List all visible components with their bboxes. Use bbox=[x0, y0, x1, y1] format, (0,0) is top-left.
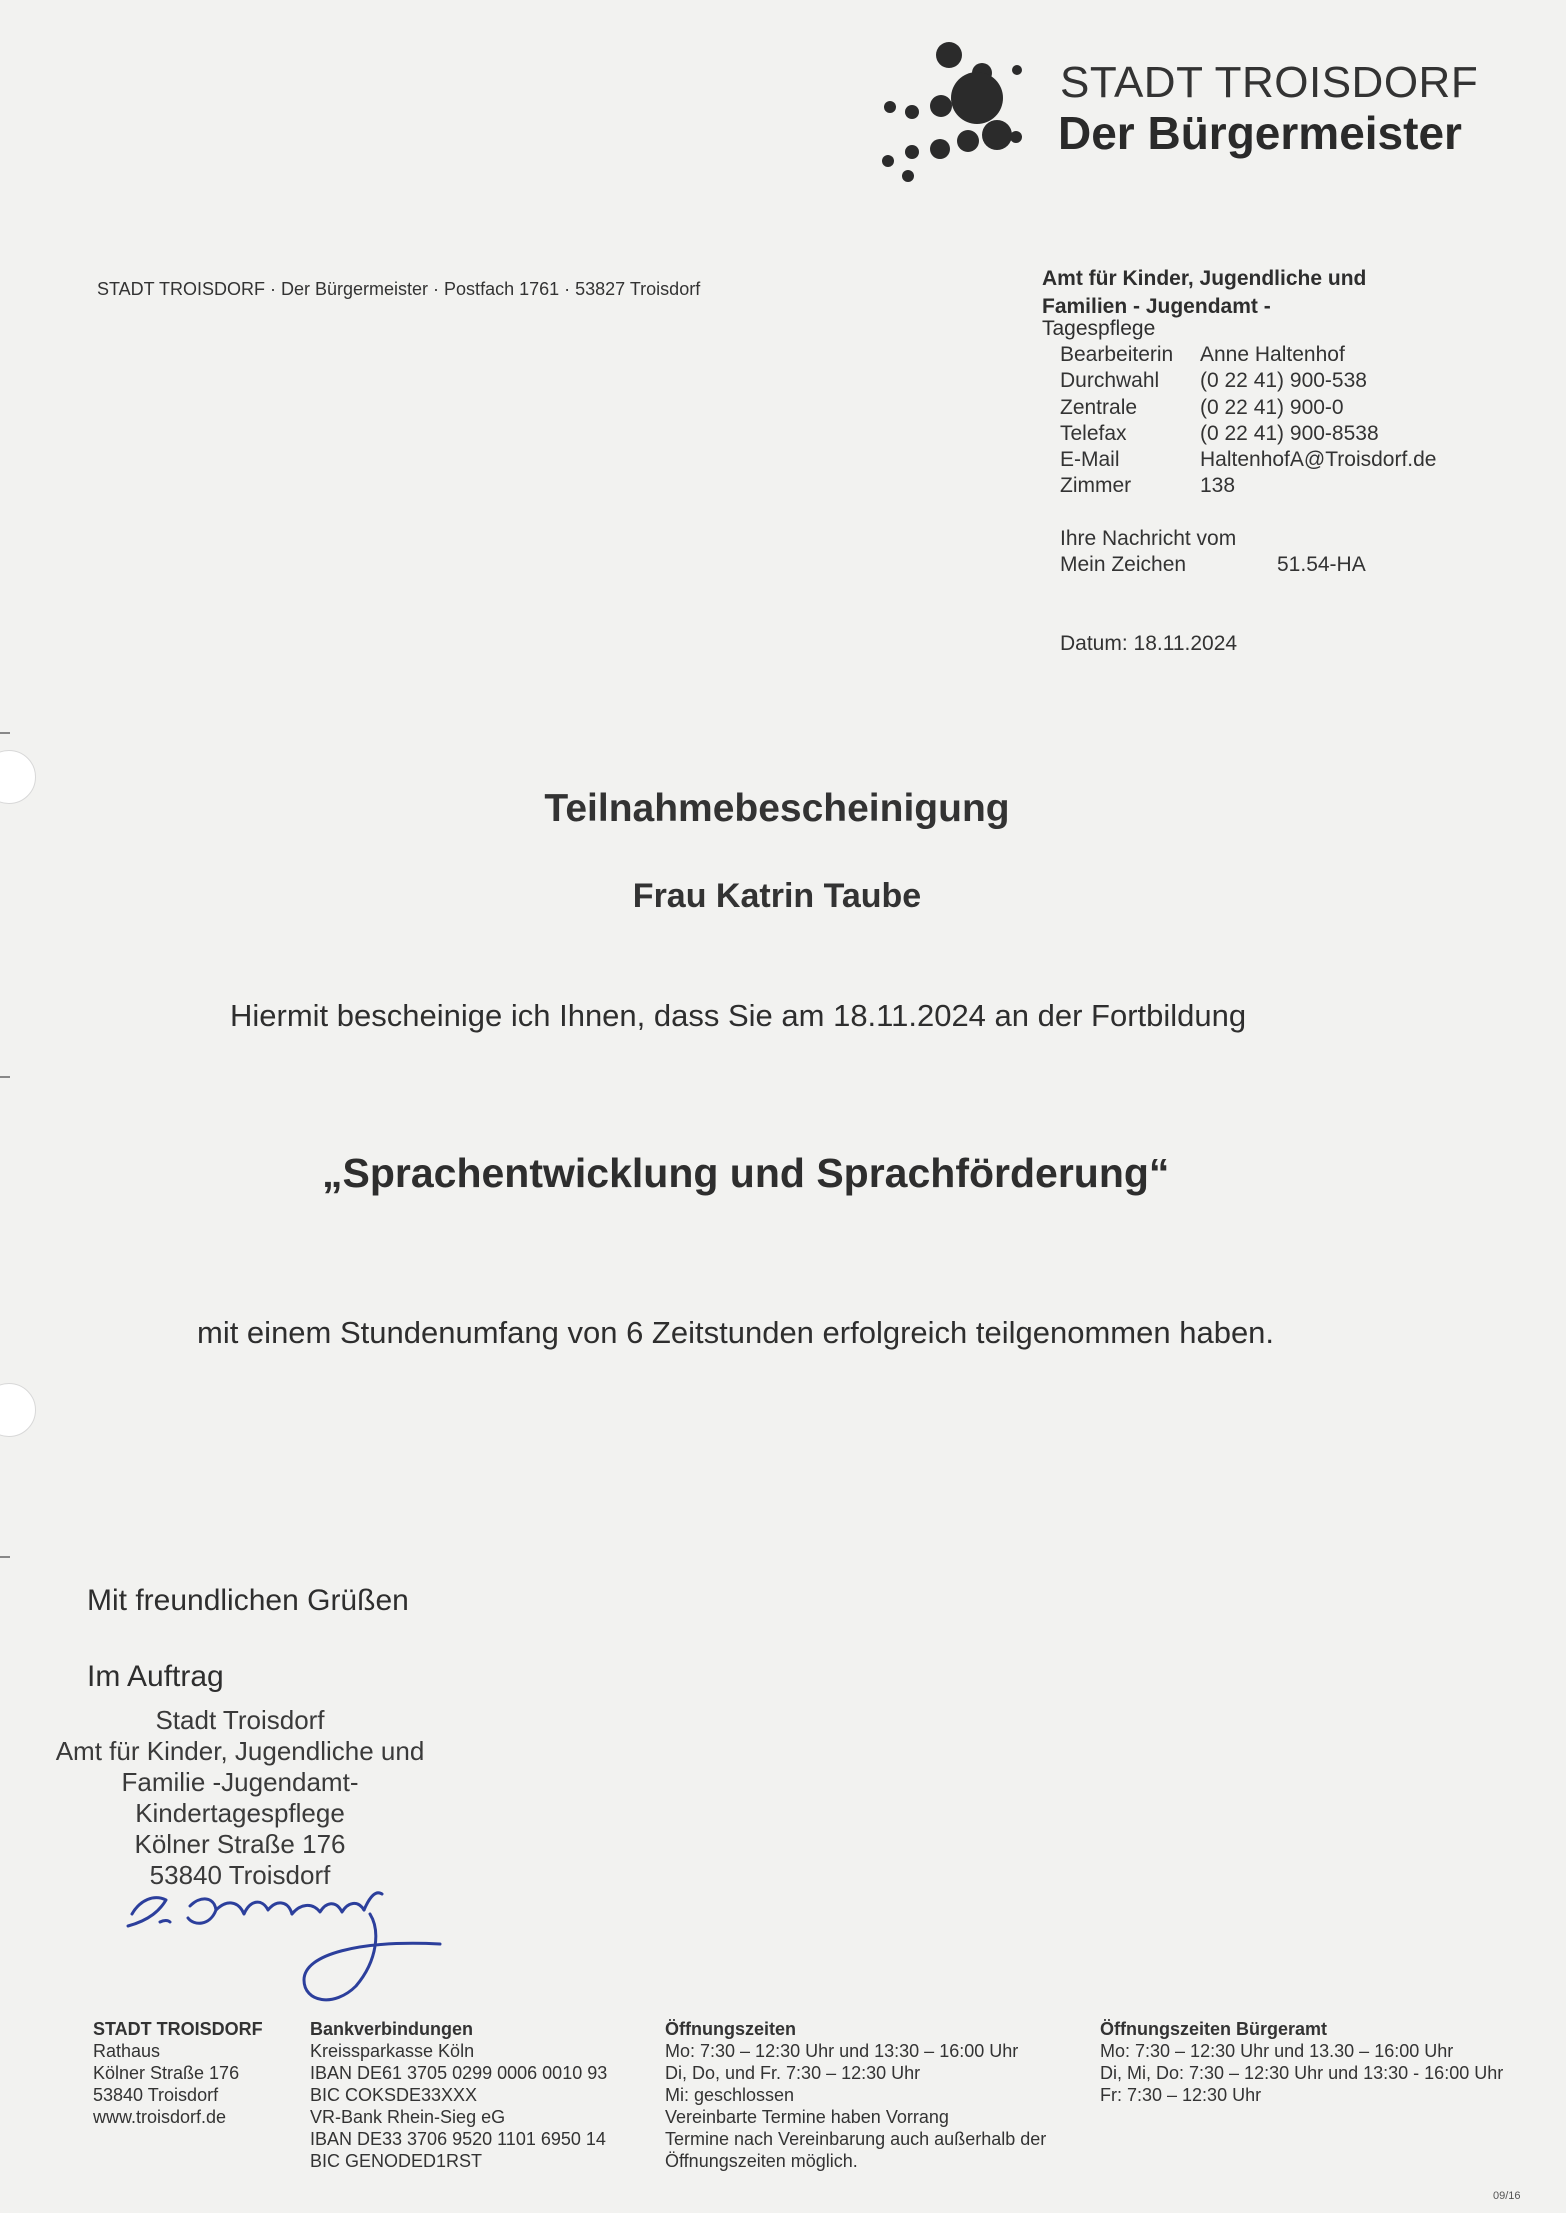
contact-row: Telefax (0 22 41) 900-8538 bbox=[1060, 421, 1379, 445]
intro-sentence: Hiermit bescheinige ich Ihnen, dass Sie am 18.11.2024 an der Fortbildung bbox=[230, 998, 1247, 1033]
handwritten-signature bbox=[120, 1870, 450, 2020]
brand-line1: STADT TROISDORF bbox=[1060, 58, 1479, 107]
fold-mark bbox=[0, 732, 10, 734]
dot-cluster-logo-icon bbox=[874, 40, 1034, 190]
contact-row: Durchwahl (0 22 41) 900-538 bbox=[1060, 369, 1367, 393]
outro-sentence: mit einem Stundenumfang von 6 Zeitstunden erfolgreich teilgenommen haben. bbox=[197, 1315, 1275, 1350]
letter-date: Datum: 18.11.2024 bbox=[1060, 632, 1238, 655]
contact-info bbox=[1060, 342, 1437, 500]
form-code: 09/16 bbox=[1493, 2190, 1521, 2202]
sender-address-line: STADT TROISDORF · Der Bürgermeister · Postfach 1761 · 53827 Troisdorf bbox=[97, 279, 701, 299]
contact-row: Bearbeiterin Anne Haltenhof bbox=[1060, 343, 1345, 366]
course-title: „Sprachentwicklung und Sprachförderung“ bbox=[322, 1150, 1170, 1196]
office-stamp: Stadt Troisdorf Amt für Kinder, Jugendliche und Familie -Jugendamt- Kindertagespflege Kölner Straße 176 53840 Troisdorf bbox=[55, 1705, 425, 1890]
footer-bank: Bankverbindungen Kreissparkasse Köln IBAN DE61 3705 0299 0006 0010 93 BIC COKSDE33XXX VR-Bank Rhein-Sieg eG IBAN DE33 3706 9520 1101 6950 14 BIC GENODED1RST bbox=[310, 2019, 608, 2171]
contact-row: E-Mail HaltenhofA@Troisdorf.de bbox=[1060, 448, 1437, 472]
department-heading: Amt für Kinder, Jugendliche und Familien - Jugendamt - bbox=[1042, 267, 1367, 318]
fold-mark bbox=[0, 1556, 10, 1558]
footer-address: STADT TROISDORF Rathaus Kölner Straße 176 53840 Troisdorf www.troisdorf.de bbox=[93, 2019, 263, 2127]
document-title: Teilnahmebescheinigung bbox=[544, 787, 1010, 830]
punch-hole bbox=[0, 1383, 36, 1437]
contact-row: Zentrale (0 22 41) 900-0 bbox=[1060, 395, 1344, 419]
footer-opening-hours: Öffnungszeiten Mo: 7:30 – 12:30 Uhr und 13:30 – 16:00 Uhr Di, Do, und Fr. 7:30 – 12:30 Uhr Mi: geschlossen Vereinbarte Termine haben Vorrang Termine nach Vereinbarung auch außerhalb der Öffnungszeiten möglich. bbox=[665, 2019, 1047, 2171]
footer-buergeramt-hours: Öffnungszeiten Bürgeramt Mo: 7:30 – 12:30 Uhr und 13.30 – 16:00 Uhr Di, Mi, Do: 7:30 – 12:30 Uhr und 13:30 - 16:00 Uhr Fr: 7:30 – 12:30 Uhr bbox=[1100, 2019, 1504, 2105]
closing-greeting: Mit freundlichen Grüßen bbox=[87, 1584, 409, 1617]
on-behalf-note: Im Auftrag bbox=[87, 1660, 224, 1693]
recipient-name: Frau Katrin Taube bbox=[632, 877, 922, 915]
contact-row: Zimmer 138 bbox=[1060, 474, 1236, 498]
department-subunit: Tagespflege bbox=[1042, 317, 1156, 340]
fold-mark bbox=[0, 1076, 10, 1078]
reference-block: Ihre Nachricht vom Mein Zeichen 51.54-HA bbox=[1060, 527, 1366, 576]
brand-line2: Der Bürgermeister bbox=[1058, 107, 1462, 159]
